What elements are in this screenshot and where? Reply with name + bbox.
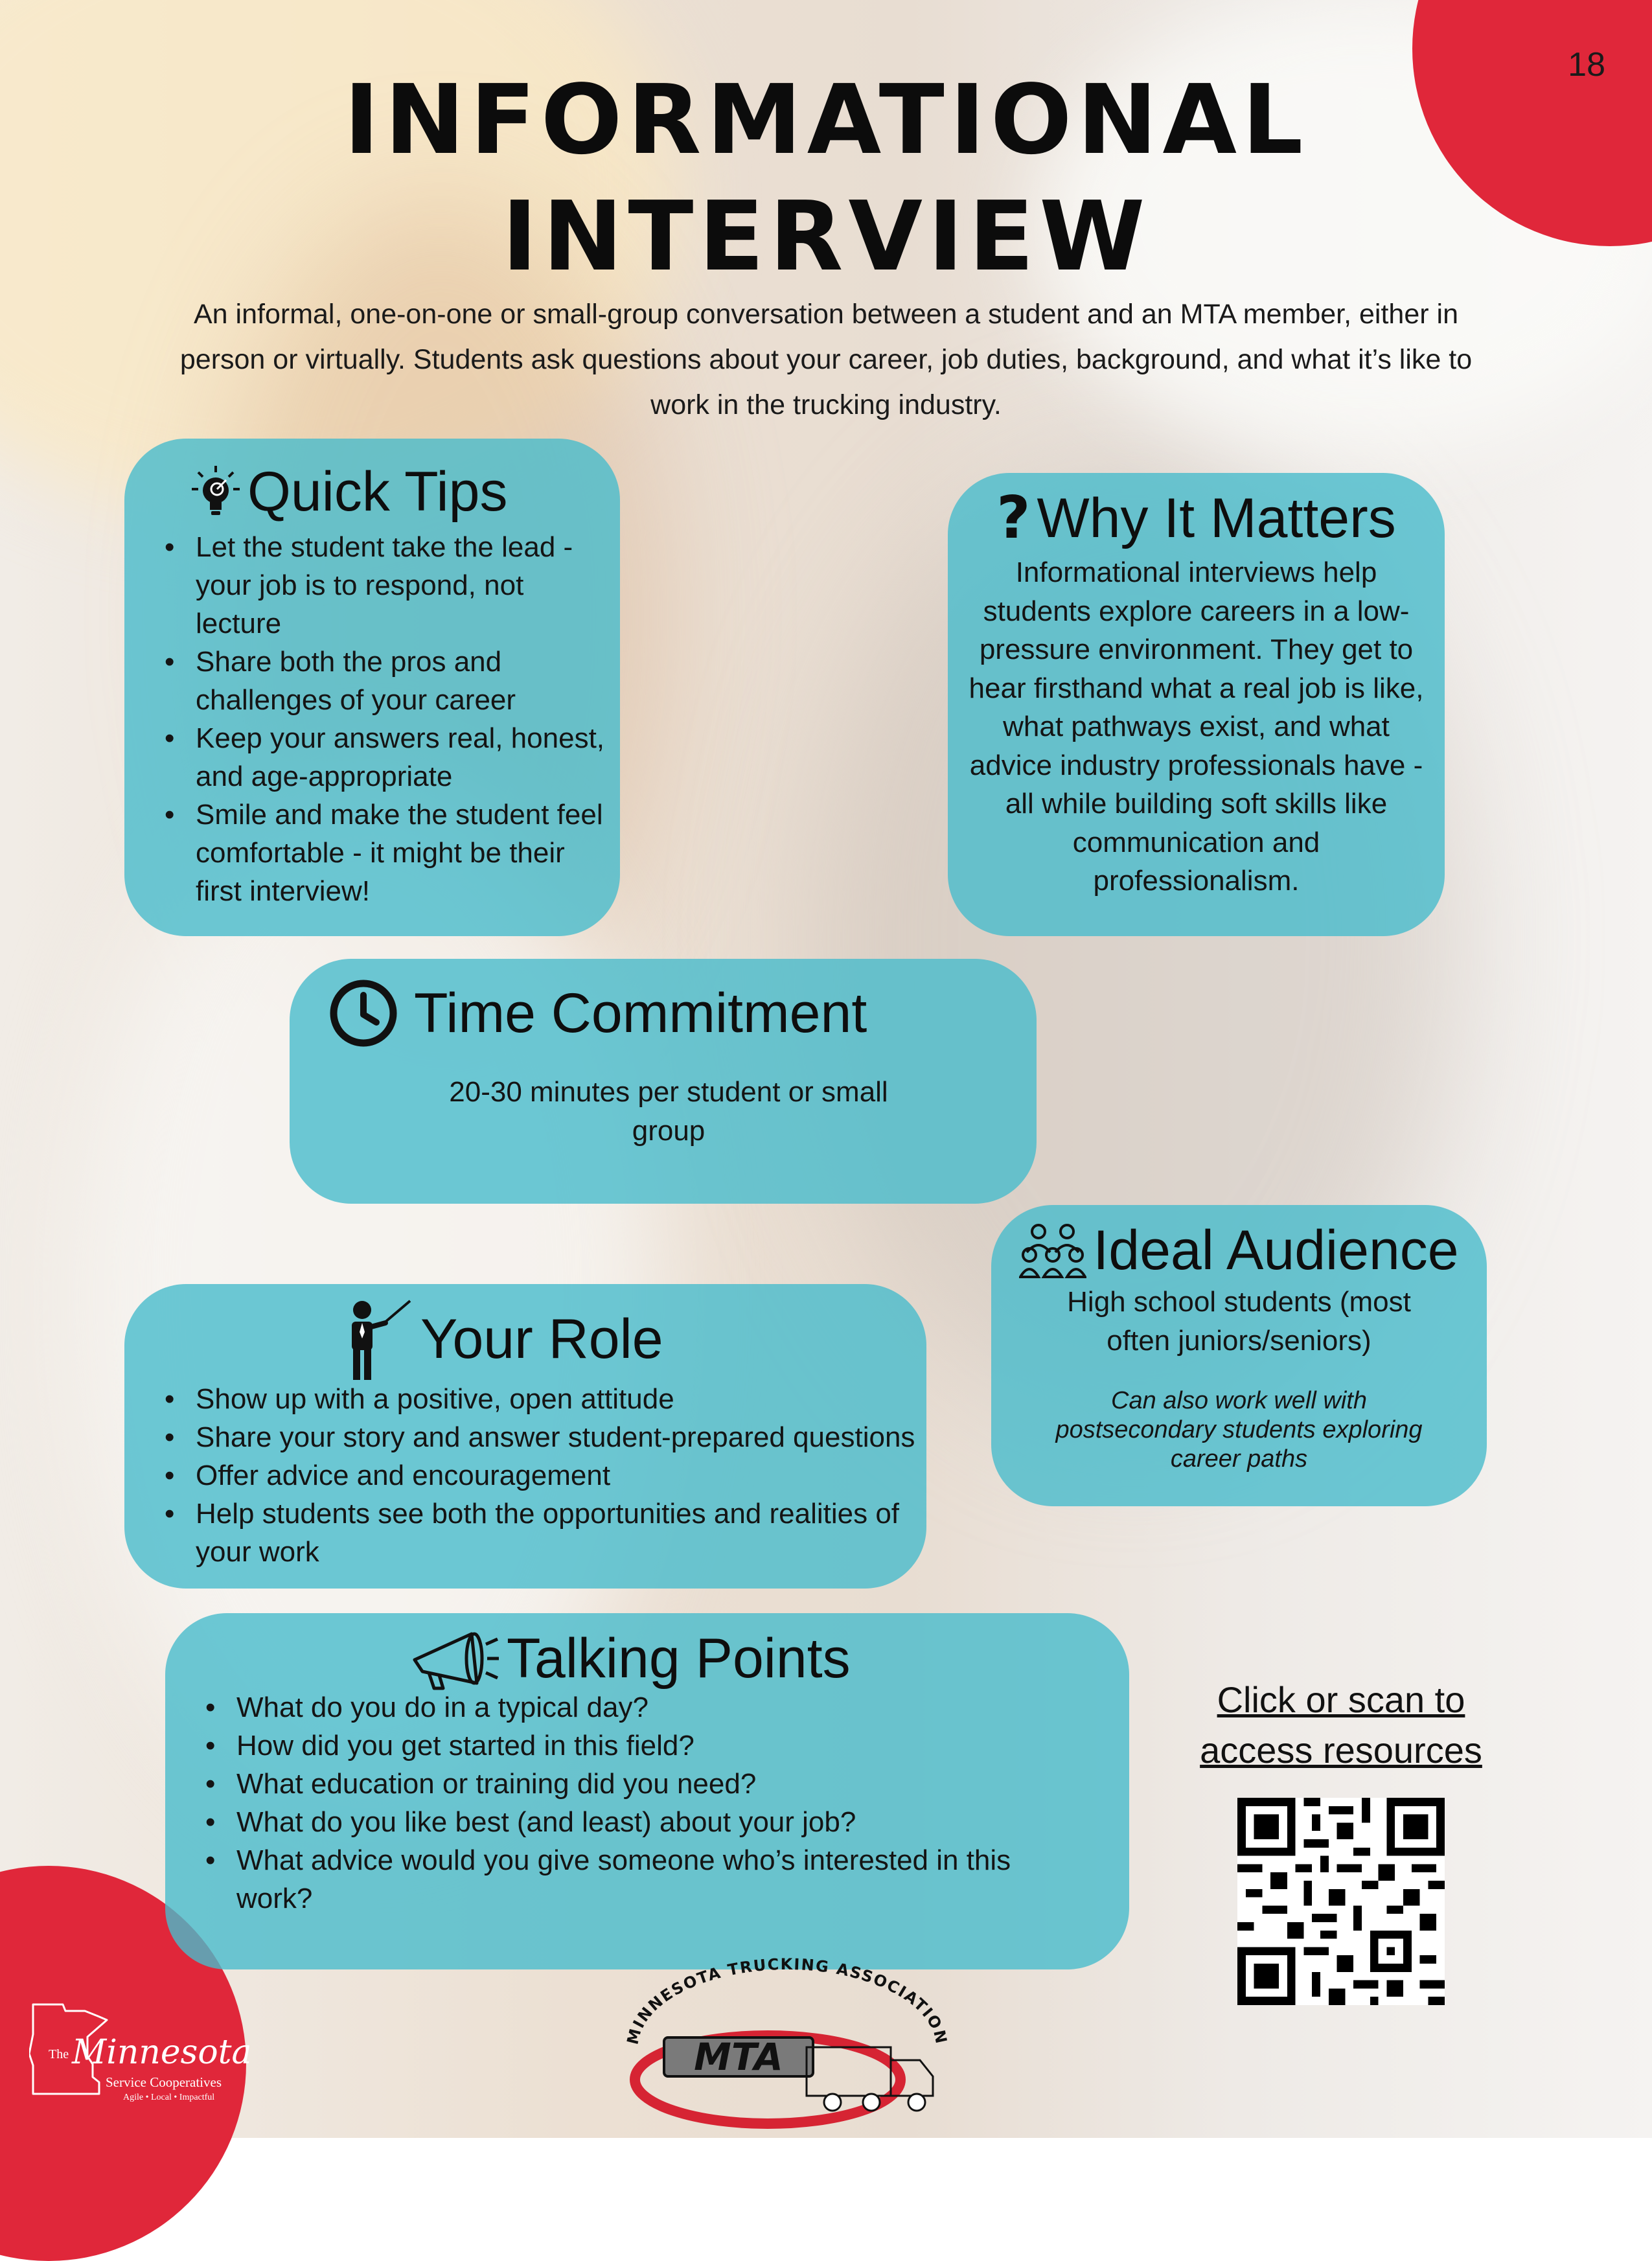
minnesota-service-cooperatives-logo (29, 2002, 262, 2118)
quick-tip-item: • Share both the pros and challenges of your career (165, 643, 607, 719)
resources-link-line-1[interactable]: Click or scan to (1217, 1679, 1465, 1720)
msc-tagline: Agile • Local • Impactful (123, 2093, 215, 2102)
ideal-audience-heading-row (1004, 1218, 1474, 1283)
time-commitment-text-line-1: 20-30 minutes per student or small (449, 1076, 888, 1108)
presenter-icon (343, 1297, 414, 1381)
why-it-matters-heading-row (967, 486, 1425, 551)
mta-letters: MTA (694, 2035, 783, 2079)
clock-icon (328, 978, 398, 1048)
talking-points-heading-row (186, 1626, 1116, 1691)
title-line-2: INTERVIEW (501, 181, 1151, 292)
qr-code[interactable] (1237, 1798, 1445, 2005)
talking-point-item: • What advice would you give someone who’s interested in this work? (205, 1841, 1072, 1918)
quick-tips-box (124, 439, 620, 936)
your-role-item: • Offer advice and encouragement (165, 1456, 920, 1495)
msc-name: Minnesota (72, 2033, 252, 2072)
your-role-box (124, 1284, 926, 1589)
why-it-matters-box (948, 473, 1445, 936)
ideal-audience-box (991, 1205, 1487, 1506)
your-role-heading: Your Role (420, 1308, 663, 1370)
megaphone-icon (409, 1626, 500, 1691)
time-commitment-heading-row (328, 978, 1024, 1048)
your-role-list (145, 1380, 920, 1571)
why-it-matters-heading: Why It Matters (1037, 487, 1396, 549)
mta-arc-text: MINNESOTA TRUCKING ASSOCIATION (623, 1955, 951, 2047)
your-role-heading-row (145, 1297, 920, 1381)
time-commitment-text-line-2: group (632, 1115, 706, 1147)
quick-tips-list (145, 528, 607, 910)
quick-tips-heading: Quick Tips (247, 461, 508, 523)
quick-tip-item: • Let the student take the lead - your job is to respond, not lecture (165, 528, 607, 643)
talking-points-box (165, 1613, 1129, 1969)
question-mark-icon: ? (996, 484, 1031, 552)
quick-tip-item: • Keep your answers real, honest, and age-appropriate (165, 719, 607, 796)
talking-points-heading: Talking Points (507, 1627, 851, 1690)
title-line-1: INFORMATIONAL (343, 64, 1309, 176)
your-role-item: • Show up with a positive, open attitude (165, 1380, 920, 1418)
mta-logo (612, 1950, 962, 2131)
talking-points-list (186, 1688, 1080, 1918)
group-icon (1019, 1221, 1086, 1280)
why-it-matters-text: Informational interviews help students explore careers in a low-pressure environment. They get to hear firsthand what a real job is like, what pathways exist, and what advice industry professionals have - all while building soft skills like communication and professionalism. (969, 557, 1424, 897)
talking-point-item: • How did you get started in this field? (205, 1727, 1080, 1765)
time-commitment-box (290, 959, 1037, 1204)
time-commitment-text (328, 1073, 1009, 1151)
page-number: 18 (1568, 46, 1605, 84)
resources-link-line-2[interactable]: access resources (1200, 1730, 1482, 1771)
time-commitment-heading: Time Commitment (414, 982, 867, 1044)
your-role-item: • Help students see both the opportunities and realities of your work (165, 1495, 920, 1571)
msc-the: The (49, 2047, 69, 2061)
lightbulb-icon (190, 465, 241, 519)
ideal-audience-note: Can also work well with postsecondary students exploring career paths (1055, 1387, 1423, 1473)
talking-point-item: • What do you do in a typical day? (205, 1688, 1080, 1727)
intro-paragraph: An informal, one-on-one or small-group conversation between a student and an MTA member, either in person or virtually. Students ask questions about your career, job duties, background, and what it’s like to work in the trucking industry. (179, 299, 1473, 420)
ideal-audience-text: High school students (most often juniors/seniors) (1067, 1286, 1411, 1357)
quick-tips-heading-row (145, 459, 607, 524)
ideal-audience-heading: Ideal Audience (1093, 1219, 1459, 1281)
your-role-item: • Share your story and answer student-prepared questions (165, 1418, 920, 1456)
page-title (0, 62, 1652, 295)
quick-tip-item: • Smile and make the student feel comfortable - it might be their first interview! (165, 796, 607, 910)
msc-sub: Service Cooperatives (106, 2074, 222, 2090)
talking-point-item: • What do you like best (and least) about your job? (205, 1803, 1080, 1841)
resources-link[interactable] (1173, 1675, 1509, 1776)
talking-point-item: • What education or training did you need? (205, 1765, 1080, 1803)
